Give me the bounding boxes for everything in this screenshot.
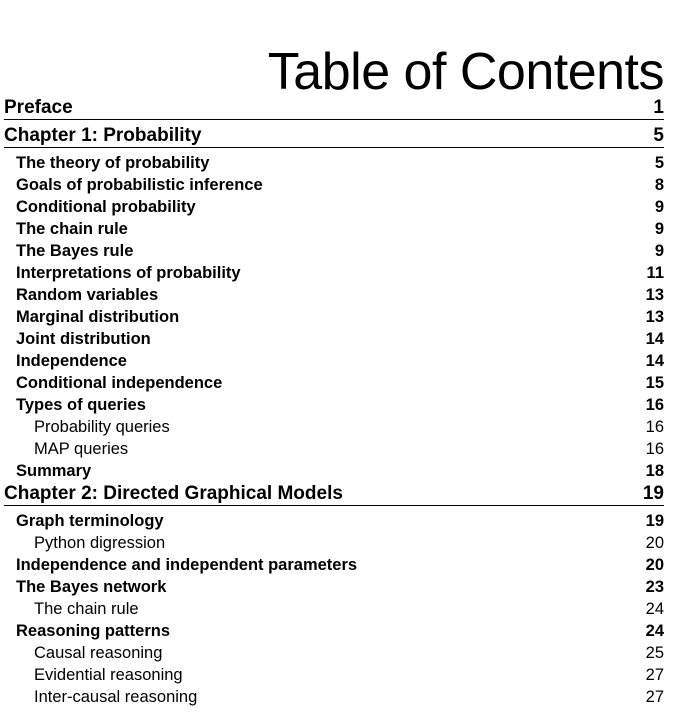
toc-entry-title: Graph terminology [16,512,164,530]
toc-entry-title: Marginal distribution [16,308,180,326]
toc-subsection-entry[interactable] [4,416,664,438]
toc-page-number: 11 [646,264,664,282]
toc-page-number: 16 [645,440,664,458]
toc-page-number: 24 [645,600,664,618]
toc-page-number: 16 [645,396,664,414]
toc-entry-title: Interpretations of probability [16,264,241,282]
toc-page-number: 19 [645,512,664,530]
toc-entry-title: Independence and independent parameters [16,556,358,574]
toc-entry-title: Reasoning patterns [16,622,171,640]
page-title: Table of Contents [267,42,664,101]
toc-page-number: 13 [645,308,664,326]
toc-entry-title: Chapter 1: Probability [4,125,202,146]
toc-section-entry[interactable] [4,152,664,174]
toc-entry-title: Joint distribution [16,330,151,348]
toc-page-number: 16 [645,418,664,436]
toc-page-number: 20 [645,534,664,552]
toc-entry-title: The theory of probability [16,154,210,172]
toc-section-entry[interactable] [4,306,664,328]
toc-page-number: 25 [645,644,664,662]
toc-page-number: 1 [653,97,664,118]
toc-entry-title: Chapter 2: Directed Graphical Models [4,483,343,504]
toc-subsection-entry[interactable] [4,664,664,686]
toc-chapter-entry[interactable] [4,96,664,120]
toc-subsection-entry[interactable] [4,686,664,708]
table-of-contents [4,96,664,708]
toc-page-number: 15 [645,374,664,392]
toc-entry-title: Inter-causal reasoning [34,688,198,706]
toc-page-number: 27 [645,666,664,684]
toc-entry-title: The Bayes rule [16,242,134,260]
toc-page-number: 9 [654,220,664,238]
toc-section-entry[interactable] [4,460,664,482]
toc-entry-title: Summary [16,462,92,480]
toc-page-number: 9 [654,242,664,260]
toc-entry-title: Independence [16,352,127,370]
toc-page-number: 24 [645,622,664,640]
toc-page-number: 5 [653,125,664,146]
toc-page-number: 5 [654,154,664,172]
toc-page-number: 23 [645,578,664,596]
toc-section-entry[interactable] [4,174,664,196]
toc-page-number: 9 [654,198,664,216]
toc-chapter-entry[interactable] [4,124,664,148]
toc-chapter-entry[interactable] [4,482,664,506]
toc-subsection-entry[interactable] [4,438,664,460]
toc-section-entry[interactable] [4,394,664,416]
toc-section-entry[interactable] [4,218,664,240]
toc-entry-title: Causal reasoning [34,644,163,662]
toc-entry-title: Random variables [16,286,159,304]
toc-entry-title: Types of queries [16,396,146,414]
toc-entry-title: Conditional probability [16,198,196,216]
toc-section-entry[interactable] [4,510,664,532]
toc-entry-title: Probability queries [34,418,170,436]
toc-page-number: 14 [645,330,664,348]
toc-entry-title: Evidential reasoning [34,666,183,684]
toc-section-entry[interactable] [4,620,664,642]
toc-section-entry[interactable] [4,240,664,262]
toc-entry-title: Goals of probabilistic inference [16,176,263,194]
toc-page-number: 27 [645,688,664,706]
toc-page-number: 20 [645,556,664,574]
toc-page-number: 14 [645,352,664,370]
toc-entry-title: Python digression [34,534,166,552]
toc-entry-title: MAP queries [34,440,129,458]
toc-entry-title: The chain rule [16,220,128,238]
toc-page-number: 18 [645,462,664,480]
toc-entry-title: The chain rule [34,600,139,618]
toc-entry-title: Preface [4,97,73,118]
toc-subsection-entry[interactable] [4,532,664,554]
toc-entry-title: The Bayes network [16,578,167,596]
toc-section-entry[interactable] [4,576,664,598]
toc-section-entry[interactable] [4,350,664,372]
toc-subsection-entry[interactable] [4,598,664,620]
toc-subsection-entry[interactable] [4,642,664,664]
toc-section-entry[interactable] [4,372,664,394]
toc-section-entry[interactable] [4,554,664,576]
toc-page-number: 13 [645,286,664,304]
toc-entry-title: Conditional independence [16,374,223,392]
toc-section-entry[interactable] [4,284,664,306]
toc-section-entry[interactable] [4,262,664,284]
toc-page-number: 8 [654,176,664,194]
toc-section-entry[interactable] [4,328,664,350]
toc-page-number: 19 [642,483,664,504]
toc-section-entry[interactable] [4,196,664,218]
